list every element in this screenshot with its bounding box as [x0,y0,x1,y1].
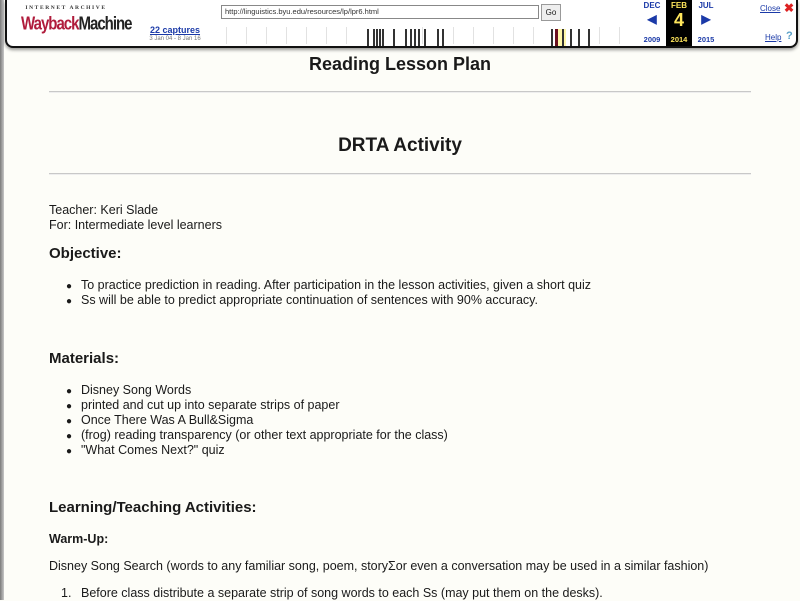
timeline-year-divider [326,27,327,44]
list-item: ● "What Comes Next?" quiz [66,443,225,457]
captures-info [140,25,210,42]
list-item: ● (frog) reading transparency (or other text appropriate for the class) [66,428,448,442]
timeline-year-divider [513,27,514,44]
list-item: ● Disney Song Words [66,383,192,397]
current-year: 2014 [670,35,688,44]
next-capture[interactable] [693,0,719,46]
list-item: ● To practice prediction in reading. After participation in the lesson activities, given a short quiz [66,278,591,292]
timeline-capture[interactable] [424,29,426,46]
bullet-icon: ● [66,416,73,427]
captures-range: 3 Jan 04 - 8 Jan 16 [149,36,201,42]
timeline-year-divider [286,27,287,44]
materials-heading: Materials: [49,350,120,367]
next-year: 2015 [697,35,715,44]
divider [49,173,751,175]
date-navigator [639,0,723,46]
help-link[interactable]: Help [765,33,782,42]
timeline-year-divider [453,27,454,44]
arrow-left-icon[interactable]: ◀ [647,12,657,26]
logo-internet-archive: INTERNET ARCHIVE [25,5,107,11]
timeline-capture[interactable] [405,29,407,46]
objective-heading: Objective: [49,245,122,262]
prev-year: 2009 [643,35,661,44]
timeline-capture[interactable] [376,29,378,46]
list-item: 1. Before class distribute a separate strip of song words to each Ss (may put them on the desks). [61,586,603,600]
capture-timeline[interactable] [221,24,631,46]
audience-line: For: Intermediate level learners [49,218,222,232]
timeline-year-divider [619,27,620,44]
timeline-capture-current[interactable] [555,29,558,46]
current-day: 4 [673,10,684,30]
current-month: FEB [671,1,687,10]
timeline-capture[interactable] [437,29,439,46]
warmup-heading: Warm-Up: [49,532,109,546]
prev-month: DEC [643,1,661,10]
timeline-capture[interactable] [367,29,369,46]
timeline-capture[interactable] [410,29,412,46]
timeline-year-divider [473,27,474,44]
list-item: ● Once There Was A Bull&Sigma [66,413,254,427]
prev-capture[interactable] [639,0,665,46]
list-item: ● Ss will be able to predict appropriate continuation of sentences with 90% accuracy. [66,293,538,307]
list-item: ● printed and cut up into separate strips of paper [66,398,340,412]
help-icon[interactable]: ? [786,30,793,42]
teacher-line: Teacher: Keri Slade [49,203,159,217]
close-link[interactable]: Close [760,4,781,13]
timeline-capture[interactable] [578,29,580,46]
window-edge [0,0,4,600]
timeline-year-divider [346,27,347,44]
timeline-year-divider [226,27,227,44]
wayback-toolbar [5,0,798,48]
url-input[interactable] [221,5,539,19]
timeline-capture[interactable] [562,29,564,46]
bullet-icon: ● [66,446,73,457]
timeline-capture[interactable] [382,29,384,46]
bullet-icon: ● [66,431,73,442]
next-month: JUL [698,1,714,10]
timeline-capture[interactable] [570,29,572,46]
wayback-logo[interactable] [21,5,132,41]
objective-list [66,278,591,308]
timeline-capture[interactable] [379,29,381,46]
timeline-capture[interactable] [551,29,553,46]
arrow-right-icon[interactable]: ▶ [701,12,711,26]
timeline-year-divider [422,27,423,44]
timeline-capture[interactable] [393,29,395,46]
timeline-year-divider [533,27,534,44]
captures-link[interactable]: 22 captures [149,25,201,35]
timeline-capture[interactable] [414,29,416,46]
page-title: Reading Lesson Plan [308,54,492,74]
bullet-icon: ● [66,401,73,412]
timeline-capture[interactable] [588,29,590,46]
current-capture [666,0,692,46]
steps-list [61,586,603,601]
timeline-year-divider [306,27,307,44]
timeline-year-divider [493,27,494,44]
timeline-capture[interactable] [418,29,420,46]
page-subtitle: DRTA Activity [338,135,462,156]
go-button[interactable]: Go [541,4,561,21]
timeline-year-divider [246,27,247,44]
timeline-year-divider [266,27,267,44]
bullet-icon: ● [66,281,73,292]
materials-list [66,383,448,458]
warmup-text: Disney Song Search (words to any familiar song, poem, storyΣor even a conversation may be used in a similar fashion) [49,559,709,573]
close-icon[interactable]: ✖ [784,1,795,15]
divider [49,91,751,93]
timeline-year-divider [599,27,600,44]
bullet-icon: ● [66,386,73,397]
logo-wayback-machine: WaybackMachine [21,13,132,35]
bullet-icon: ● [66,296,73,307]
timeline-capture[interactable] [373,29,375,46]
activities-heading: Learning/Teaching Activities: [49,499,257,516]
timeline-capture[interactable] [442,29,444,46]
